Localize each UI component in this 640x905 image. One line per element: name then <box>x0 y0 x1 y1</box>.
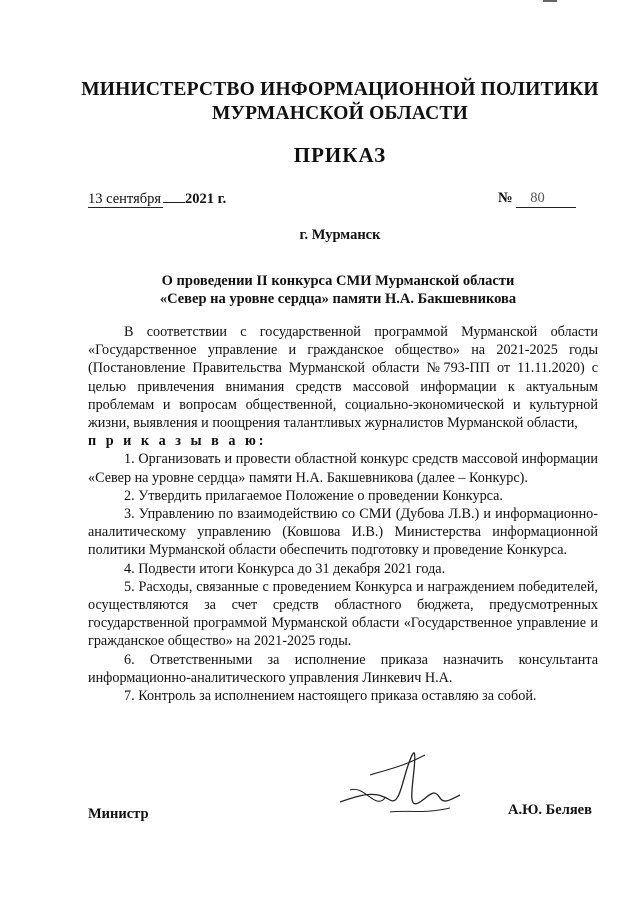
order-item-3: 3. Управлению по взаимодействию со СМИ (Дубова Л.В.) и информационно-аналитическому управлению (Ковшова И.В.) Министерства информационной политики Мурманской области обеспечить подготовку и проведение Конкурса. <box>88 506 598 559</box>
signer-title: Министр <box>88 806 149 822</box>
order-item-6: 6. Ответственными за исполнение приказа назначить консультанта информационно-аналитического управления Линкевич Н.А. <box>88 651 598 686</box>
order-item-5: 5. Расходы, связанные с проведением Конкурса и награждением победителей, осуществляются за счет средств областного бюджета, предусмотренных государственной программой Мурманской области «Государственное управление и гражданское общество» на 2021-2025 годы. <box>88 578 598 650</box>
date-underline <box>163 190 185 203</box>
order-item-4: 4. Подвести итоги Конкурса до 31 декабря 2021 года. <box>124 560 446 577</box>
handwritten-signature <box>330 740 470 830</box>
scan-mark <box>543 0 557 2</box>
order-date <box>88 190 226 208</box>
orders-word <box>88 432 598 450</box>
subject-line-1: О проведении II конкурса СМИ Мурманской области <box>161 273 515 289</box>
ministry-line-2: МУРМАНСКОЙ ОБЛАСТИ <box>212 103 468 124</box>
city: г. Мурманск <box>299 227 381 243</box>
subject-line-2: «Север на уровне сердца» памяти Н.А. Бакшевникова <box>159 291 517 307</box>
ministry-line-1: МИНИСТЕРСТВО ИНФОРМАЦИОННОЙ ПОЛИТИКИ <box>81 79 599 100</box>
order-item-2: 2. Утвердить прилагаемое Положение о проведении Конкурса. <box>124 487 503 504</box>
order-subject <box>88 272 588 308</box>
date-day: 13 сентября <box>88 191 162 207</box>
preamble: В соответствии с государственной программой Мурманской области «Государственное управление и гражданское общество» на 2021-2025 годы (Постановление Правительства Мурманской области №793-ПП от 11.11.2020) с целью привлечения внимания средств массовой информации к актуальным проблемам и вопросам общественной, социально-экономической и культурной жизни, выявления и поощрения талантливых журналистов Мурманской области, <box>88 324 598 432</box>
order-body <box>88 323 598 705</box>
document-type: ПРИКАЗ <box>293 143 387 167</box>
ministry-header <box>60 78 620 126</box>
orders-word-text: п р и к а з ы в а ю: <box>88 433 267 450</box>
number-label: № <box>498 190 513 206</box>
number-value: 80 <box>516 190 576 208</box>
order-number <box>498 190 576 208</box>
date-year: 2021 г. <box>185 191 227 207</box>
signer-name: А.Ю. Беляев <box>508 802 592 818</box>
order-item-7: 7. Контроль за исполнением настоящего приказа оставляю за собой. <box>124 688 537 705</box>
order-item-1: 1. Организовать и провести областной конкурс средств массовой информации «Север на уровне сердца» памяти Н.А. Бакшевникова (далее – Конкурс). <box>88 451 598 486</box>
